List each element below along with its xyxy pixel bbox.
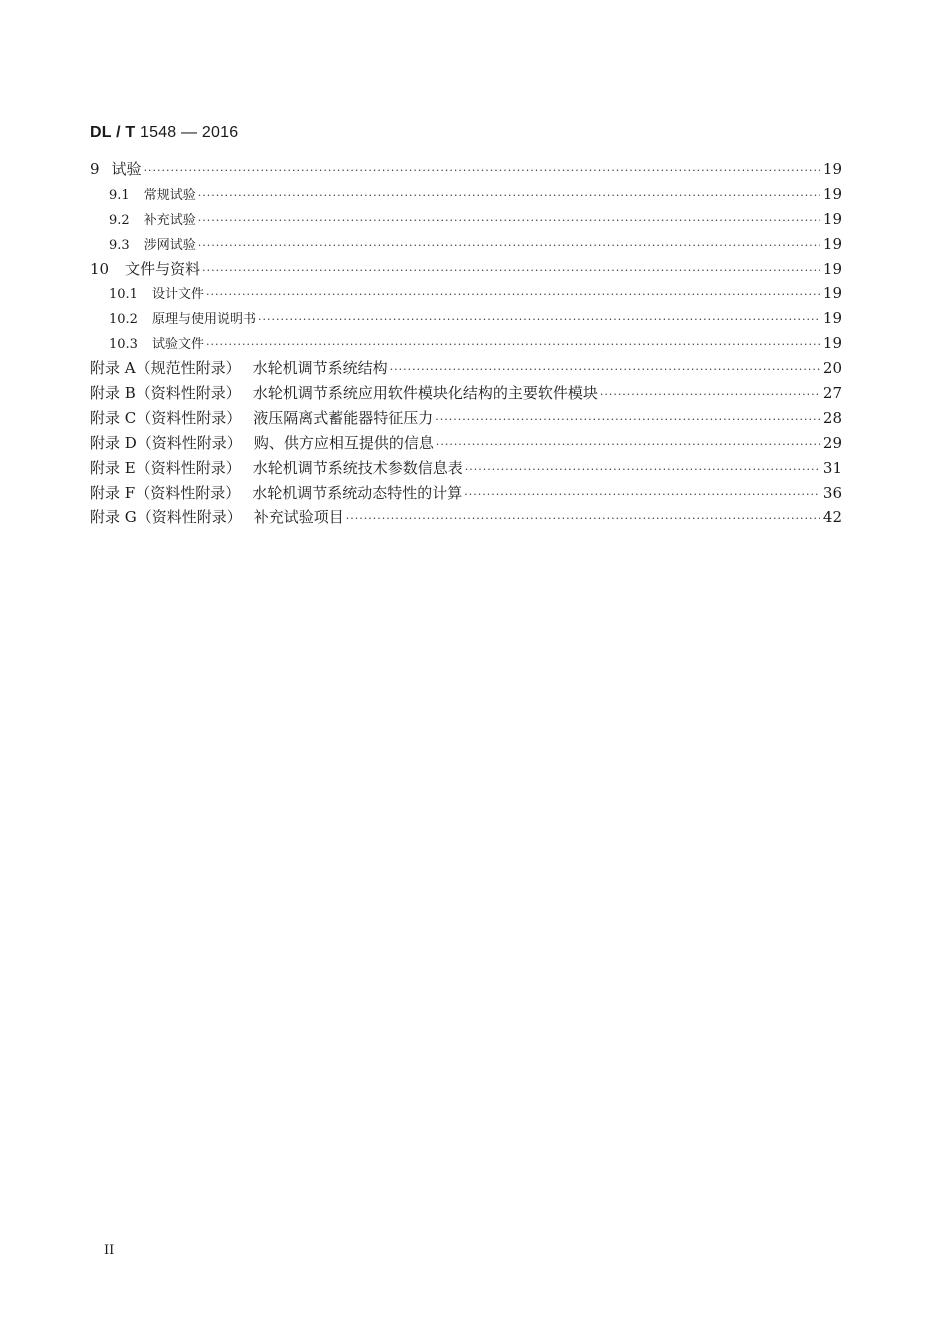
appendix-title: 水轮机调节系统结构 [252,359,388,378]
toc-entry-10-2[interactable] [90,306,842,331]
toc-entry-number: 10.3 [109,337,138,353]
appendix-label: 附录 F [90,483,136,502]
appendix-page: 31 [822,458,842,477]
toc-entry-title: 设计文件 [151,287,204,303]
toc-entry-number: 9.3 [109,237,130,253]
appendix-page: 28 [822,408,842,427]
standard-header [90,124,238,142]
toc-leader-dots [198,209,820,234]
toc-entry-title: 试验文件 [151,337,204,353]
appendix-title: 液压隔离式蓄能器特征压力 [253,408,434,427]
toc-appendix-b[interactable] [90,381,842,406]
toc-entry-9-3[interactable] [90,232,842,257]
table-of-contents [90,157,842,530]
toc-entry-page: 19 [822,309,842,328]
standard-code: DL / T [90,124,136,141]
standard-number: 1548 — 2016 [140,124,239,141]
toc-entry-number: 9 [90,160,100,178]
toc-appendix-g[interactable] [90,505,842,530]
toc-leader-dots [435,408,820,433]
toc-entry-10-3[interactable] [90,331,842,356]
toc-appendix-d[interactable] [90,431,842,456]
appendix-label: 附录 D [90,433,137,452]
appendix-kind: （资料性附录） [136,433,242,452]
toc-appendix-a[interactable] [90,356,842,381]
toc-entry-number: 9.2 [109,212,130,228]
toc-leader-dots [390,358,820,383]
toc-entry-page: 19 [822,259,842,278]
toc-leader-dots [206,333,820,358]
toc-entry-10-1[interactable] [90,281,842,306]
toc-appendix-c[interactable] [90,406,842,431]
toc-entry-page: 19 [822,234,842,253]
toc-leader-dots [465,458,820,483]
toc-entry-page: 19 [822,160,842,178]
toc-entry-10[interactable] [90,257,842,282]
toc-leader-dots [198,184,820,209]
appendix-label: 附录 B [90,384,136,403]
appendix-kind: （资料性附录） [135,483,241,502]
appendix-page: 27 [822,384,842,403]
toc-entry-page: 19 [822,284,842,303]
appendix-page: 42 [822,508,842,527]
appendix-title: 水轮机调节系统应用软件模块化结构的主要软件模块 [252,384,598,403]
toc-appendix-e[interactable] [90,456,842,481]
toc-entry-title: 涉网试验 [143,237,196,253]
toc-entry-title: 常规试验 [143,187,196,203]
appendix-page: 20 [822,359,842,378]
appendix-title: 水轮机调节系统技术参数信息表 [252,458,463,477]
toc-entry-title: 补充试验 [143,212,196,228]
toc-leader-dots [144,159,820,184]
page-number: II [104,1243,115,1258]
appendix-label: 附录 G [90,508,137,527]
toc-leader-dots [258,308,820,333]
appendix-kind: （规范性附录） [135,359,241,378]
appendix-label: 附录 A [90,359,136,378]
toc-entry-page: 19 [822,184,842,203]
toc-entry-title: 试验 [111,160,142,178]
toc-entry-9[interactable] [90,157,842,182]
toc-leader-dots [464,483,820,508]
toc-entry-number: 10 [90,259,110,278]
toc-entry-number: 10.2 [109,312,138,328]
toc-entry-page: 19 [822,334,842,353]
toc-leader-dots [436,433,820,458]
appendix-page: 29 [822,433,842,452]
toc-leader-dots [346,507,820,532]
appendix-label: 附录 C [90,408,137,427]
appendix-kind: （资料性附录） [136,508,242,527]
toc-entry-number: 10.1 [109,287,138,303]
appendix-label: 附录 E [90,458,136,477]
appendix-kind: （资料性附录） [135,458,241,477]
toc-appendix-f[interactable] [90,481,842,506]
toc-entry-9-2[interactable] [90,207,842,232]
appendix-kind: （资料性附录） [136,408,242,427]
appendix-title: 购、供方应相互提供的信息 [253,433,434,452]
appendix-title: 补充试验项目 [253,508,344,527]
toc-entry-title: 原理与使用说明书 [151,312,256,328]
toc-leader-dots [600,383,820,408]
toc-leader-dots [206,283,820,308]
appendix-title: 水轮机调节系统动态特性的计算 [252,483,463,502]
appendix-kind: （资料性附录） [135,384,241,403]
toc-entry-9-1[interactable] [90,182,842,207]
appendix-page: 36 [822,483,842,502]
toc-leader-dots [198,234,820,259]
toc-entry-number: 9.1 [109,187,130,203]
toc-leader-dots [202,259,820,284]
toc-entry-title: 文件与资料 [125,259,201,278]
toc-entry-page: 19 [822,209,842,228]
